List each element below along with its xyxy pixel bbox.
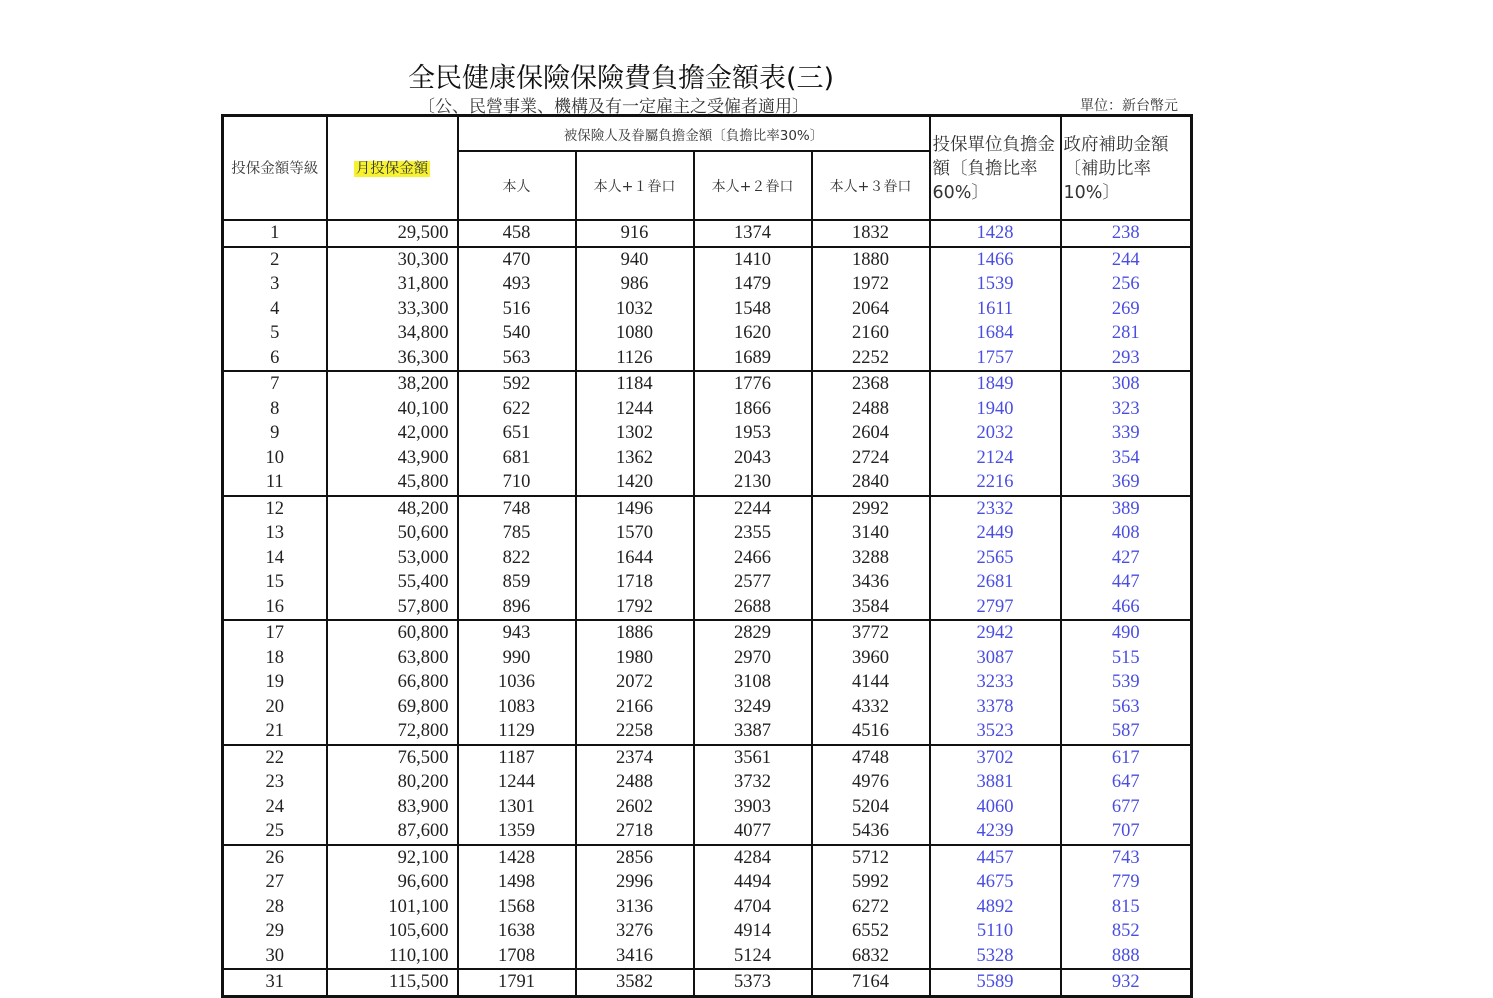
cell-government: 308 bbox=[1061, 371, 1192, 397]
table-row bbox=[223, 695, 1192, 720]
cell-self: 651 bbox=[458, 421, 576, 446]
cell-government: 539 bbox=[1061, 670, 1192, 695]
cell-self-plus-1: 1980 bbox=[576, 646, 694, 671]
cell-self-plus-1: 2602 bbox=[576, 795, 694, 820]
cell-self-plus-2: 1548 bbox=[694, 297, 812, 322]
cell-monthly-amount: 92,100 bbox=[327, 845, 458, 871]
table-row bbox=[223, 496, 1192, 522]
cell-self-plus-1: 1184 bbox=[576, 371, 694, 397]
cell-self: 516 bbox=[458, 297, 576, 322]
table-row bbox=[223, 969, 1192, 996]
cell-government: 427 bbox=[1061, 546, 1192, 571]
cell-grade: 8 bbox=[223, 397, 327, 422]
cell-grade: 5 bbox=[223, 321, 327, 346]
cell-self-plus-1: 3582 bbox=[576, 969, 694, 996]
table-row bbox=[223, 346, 1192, 372]
cell-self: 470 bbox=[458, 247, 576, 273]
header-government: 政府補助金額〔補助比率10%〕 bbox=[1061, 116, 1192, 221]
table-row bbox=[223, 719, 1192, 745]
cell-self: 943 bbox=[458, 620, 576, 646]
cell-self-plus-3: 4332 bbox=[812, 695, 930, 720]
cell-grade: 14 bbox=[223, 546, 327, 571]
cell-self: 622 bbox=[458, 397, 576, 422]
cell-employer: 1466 bbox=[930, 247, 1061, 273]
table-row bbox=[223, 321, 1192, 346]
highlighted-header-text: 月投保金額 bbox=[355, 161, 429, 177]
cell-monthly-amount: 38,200 bbox=[327, 371, 458, 397]
header-employer: 投保單位負擔金額〔負擔比率60%〕 bbox=[930, 116, 1061, 221]
cell-government: 256 bbox=[1061, 272, 1192, 297]
cell-grade: 10 bbox=[223, 446, 327, 471]
table-row bbox=[223, 521, 1192, 546]
table-row bbox=[223, 646, 1192, 671]
cell-self-plus-3: 3960 bbox=[812, 646, 930, 671]
cell-government: 369 bbox=[1061, 470, 1192, 496]
cell-self-plus-2: 2244 bbox=[694, 496, 812, 522]
unit-label: 單位：新台幣元 bbox=[1080, 98, 1178, 114]
cell-self-plus-2: 4077 bbox=[694, 819, 812, 845]
cell-grade: 4 bbox=[223, 297, 327, 322]
cell-employer: 4060 bbox=[930, 795, 1061, 820]
cell-grade: 2 bbox=[223, 247, 327, 273]
cell-self-plus-2: 2688 bbox=[694, 595, 812, 621]
cell-self-plus-1: 2258 bbox=[576, 719, 694, 745]
cell-government: 852 bbox=[1061, 919, 1192, 944]
header-monthly-amount bbox=[327, 116, 458, 221]
cell-employer: 3702 bbox=[930, 745, 1061, 771]
cell-government: 389 bbox=[1061, 496, 1192, 522]
cell-self-plus-1: 1032 bbox=[576, 297, 694, 322]
cell-employer: 2032 bbox=[930, 421, 1061, 446]
cell-monthly-amount: 30,300 bbox=[327, 247, 458, 273]
cell-self-plus-3: 2252 bbox=[812, 346, 930, 372]
cell-self-plus-1: 1126 bbox=[576, 346, 694, 372]
cell-self: 540 bbox=[458, 321, 576, 346]
table-row bbox=[223, 470, 1192, 496]
table-row bbox=[223, 446, 1192, 471]
cell-government: 515 bbox=[1061, 646, 1192, 671]
cell-government: 490 bbox=[1061, 620, 1192, 646]
cell-self-plus-1: 2166 bbox=[576, 695, 694, 720]
cell-government: 932 bbox=[1061, 969, 1192, 996]
cell-self-plus-3: 5992 bbox=[812, 870, 930, 895]
cell-government: 293 bbox=[1061, 346, 1192, 372]
cell-self-plus-3: 3584 bbox=[812, 595, 930, 621]
cell-employer: 4892 bbox=[930, 895, 1061, 920]
cell-self-plus-1: 1570 bbox=[576, 521, 694, 546]
cell-self-plus-1: 2072 bbox=[576, 670, 694, 695]
cell-employer: 2681 bbox=[930, 570, 1061, 595]
cell-employer: 3881 bbox=[930, 770, 1061, 795]
cell-self: 748 bbox=[458, 496, 576, 522]
cell-self-plus-2: 1620 bbox=[694, 321, 812, 346]
header-self: 本人 bbox=[458, 151, 576, 220]
cell-grade: 30 bbox=[223, 944, 327, 970]
cell-monthly-amount: 33,300 bbox=[327, 297, 458, 322]
cell-monthly-amount: 53,000 bbox=[327, 546, 458, 571]
cell-grade: 13 bbox=[223, 521, 327, 546]
cell-self: 592 bbox=[458, 371, 576, 397]
cell-self-plus-1: 1886 bbox=[576, 620, 694, 646]
table-row bbox=[223, 770, 1192, 795]
cell-self-plus-2: 5124 bbox=[694, 944, 812, 970]
cell-self-plus-3: 4748 bbox=[812, 745, 930, 771]
premium-table bbox=[221, 114, 1193, 998]
cell-self: 1428 bbox=[458, 845, 576, 871]
cell-self: 1498 bbox=[458, 870, 576, 895]
document-subtitle: 〔公、民營事業、機構及有一定雇主之受僱者適用〕 bbox=[418, 97, 809, 117]
cell-government: 743 bbox=[1061, 845, 1192, 871]
cell-government: 339 bbox=[1061, 421, 1192, 446]
cell-monthly-amount: 60,800 bbox=[327, 620, 458, 646]
cell-self-plus-3: 6552 bbox=[812, 919, 930, 944]
cell-self: 1187 bbox=[458, 745, 576, 771]
cell-self-plus-2: 5373 bbox=[694, 969, 812, 996]
table-row bbox=[223, 247, 1192, 273]
cell-employer: 3378 bbox=[930, 695, 1061, 720]
cell-self-plus-1: 916 bbox=[576, 220, 694, 247]
cell-employer: 1428 bbox=[930, 220, 1061, 247]
cell-employer: 3523 bbox=[930, 719, 1061, 745]
cell-self: 1083 bbox=[458, 695, 576, 720]
cell-monthly-amount: 31,800 bbox=[327, 272, 458, 297]
cell-self-plus-2: 1374 bbox=[694, 220, 812, 247]
cell-monthly-amount: 63,800 bbox=[327, 646, 458, 671]
cell-self-plus-1: 1080 bbox=[576, 321, 694, 346]
cell-self-plus-3: 6832 bbox=[812, 944, 930, 970]
cell-monthly-amount: 55,400 bbox=[327, 570, 458, 595]
cell-grade: 21 bbox=[223, 719, 327, 745]
cell-employer: 2216 bbox=[930, 470, 1061, 496]
cell-self-plus-2: 1776 bbox=[694, 371, 812, 397]
cell-self-plus-2: 3903 bbox=[694, 795, 812, 820]
cell-employer: 5328 bbox=[930, 944, 1061, 970]
cell-monthly-amount: 115,500 bbox=[327, 969, 458, 996]
cell-employer: 5589 bbox=[930, 969, 1061, 996]
cell-self: 1708 bbox=[458, 944, 576, 970]
cell-grade: 28 bbox=[223, 895, 327, 920]
table-row bbox=[223, 895, 1192, 920]
cell-grade: 1 bbox=[223, 220, 327, 247]
cell-government: 323 bbox=[1061, 397, 1192, 422]
cell-self-plus-3: 6272 bbox=[812, 895, 930, 920]
cell-self-plus-1: 1496 bbox=[576, 496, 694, 522]
table-row bbox=[223, 670, 1192, 695]
cell-self: 493 bbox=[458, 272, 576, 297]
table-row bbox=[223, 870, 1192, 895]
cell-employer: 4675 bbox=[930, 870, 1061, 895]
cell-self-plus-2: 3387 bbox=[694, 719, 812, 745]
cell-self-plus-2: 2043 bbox=[694, 446, 812, 471]
cell-monthly-amount: 72,800 bbox=[327, 719, 458, 745]
cell-monthly-amount: 87,600 bbox=[327, 819, 458, 845]
cell-self-plus-1: 2856 bbox=[576, 845, 694, 871]
cell-government: 647 bbox=[1061, 770, 1192, 795]
cell-monthly-amount: 48,200 bbox=[327, 496, 458, 522]
cell-self-plus-2: 2466 bbox=[694, 546, 812, 571]
cell-self: 1129 bbox=[458, 719, 576, 745]
cell-self-plus-3: 5436 bbox=[812, 819, 930, 845]
cell-employer: 2332 bbox=[930, 496, 1061, 522]
cell-self-plus-1: 2488 bbox=[576, 770, 694, 795]
cell-self-plus-1: 1792 bbox=[576, 595, 694, 621]
cell-self-plus-1: 1362 bbox=[576, 446, 694, 471]
cell-government: 408 bbox=[1061, 521, 1192, 546]
cell-government: 707 bbox=[1061, 819, 1192, 845]
cell-self: 1638 bbox=[458, 919, 576, 944]
cell-self: 1568 bbox=[458, 895, 576, 920]
cell-government: 677 bbox=[1061, 795, 1192, 820]
cell-grade: 20 bbox=[223, 695, 327, 720]
cell-self-plus-1: 1244 bbox=[576, 397, 694, 422]
cell-grade: 24 bbox=[223, 795, 327, 820]
cell-self-plus-2: 3108 bbox=[694, 670, 812, 695]
cell-self: 1301 bbox=[458, 795, 576, 820]
cell-self-plus-3: 4516 bbox=[812, 719, 930, 745]
table-row bbox=[223, 297, 1192, 322]
cell-self-plus-3: 3140 bbox=[812, 521, 930, 546]
cell-grade: 22 bbox=[223, 745, 327, 771]
cell-self-plus-1: 2718 bbox=[576, 819, 694, 845]
cell-employer: 1684 bbox=[930, 321, 1061, 346]
cell-self-plus-3: 7164 bbox=[812, 969, 930, 996]
cell-grade: 17 bbox=[223, 620, 327, 646]
cell-grade: 11 bbox=[223, 470, 327, 496]
cell-self-plus-2: 4284 bbox=[694, 845, 812, 871]
cell-grade: 29 bbox=[223, 919, 327, 944]
cell-self-plus-2: 1410 bbox=[694, 247, 812, 273]
cell-employer: 1849 bbox=[930, 371, 1061, 397]
cell-self-plus-1: 2374 bbox=[576, 745, 694, 771]
cell-employer: 2124 bbox=[930, 446, 1061, 471]
cell-grade: 18 bbox=[223, 646, 327, 671]
cell-self-plus-1: 1420 bbox=[576, 470, 694, 496]
table-row bbox=[223, 397, 1192, 422]
cell-self: 990 bbox=[458, 646, 576, 671]
cell-self: 1791 bbox=[458, 969, 576, 996]
cell-self: 1244 bbox=[458, 770, 576, 795]
cell-monthly-amount: 50,600 bbox=[327, 521, 458, 546]
cell-monthly-amount: 42,000 bbox=[327, 421, 458, 446]
cell-self-plus-2: 4914 bbox=[694, 919, 812, 944]
cell-self-plus-2: 2577 bbox=[694, 570, 812, 595]
cell-monthly-amount: 105,600 bbox=[327, 919, 458, 944]
cell-monthly-amount: 45,800 bbox=[327, 470, 458, 496]
cell-grade: 23 bbox=[223, 770, 327, 795]
cell-self-plus-1: 1644 bbox=[576, 546, 694, 571]
cell-self: 785 bbox=[458, 521, 576, 546]
cell-self: 1359 bbox=[458, 819, 576, 845]
cell-employer: 1940 bbox=[930, 397, 1061, 422]
cell-self-plus-2: 2355 bbox=[694, 521, 812, 546]
cell-grade: 16 bbox=[223, 595, 327, 621]
cell-self-plus-3: 3772 bbox=[812, 620, 930, 646]
table-row bbox=[223, 944, 1192, 970]
cell-grade: 9 bbox=[223, 421, 327, 446]
cell-employer: 3087 bbox=[930, 646, 1061, 671]
cell-self-plus-3: 2992 bbox=[812, 496, 930, 522]
cell-employer: 2942 bbox=[930, 620, 1061, 646]
cell-self-plus-1: 986 bbox=[576, 272, 694, 297]
cell-self-plus-3: 4144 bbox=[812, 670, 930, 695]
cell-self: 1036 bbox=[458, 670, 576, 695]
cell-self-plus-1: 940 bbox=[576, 247, 694, 273]
cell-monthly-amount: 96,600 bbox=[327, 870, 458, 895]
cell-grade: 15 bbox=[223, 570, 327, 595]
header-self-plus-1: 本人+１眷口 bbox=[576, 151, 694, 220]
cell-monthly-amount: 66,800 bbox=[327, 670, 458, 695]
cell-self: 458 bbox=[458, 220, 576, 247]
cell-self: 822 bbox=[458, 546, 576, 571]
cell-self-plus-3: 2064 bbox=[812, 297, 930, 322]
cell-self-plus-2: 3732 bbox=[694, 770, 812, 795]
cell-government: 466 bbox=[1061, 595, 1192, 621]
cell-government: 281 bbox=[1061, 321, 1192, 346]
table-row bbox=[223, 845, 1192, 871]
cell-employer: 2797 bbox=[930, 595, 1061, 621]
header-grade: 投保金額等級 bbox=[223, 116, 327, 221]
table-row bbox=[223, 819, 1192, 845]
cell-self: 859 bbox=[458, 570, 576, 595]
cell-self-plus-2: 2130 bbox=[694, 470, 812, 496]
cell-monthly-amount: 101,100 bbox=[327, 895, 458, 920]
cell-government: 888 bbox=[1061, 944, 1192, 970]
cell-employer: 5110 bbox=[930, 919, 1061, 944]
cell-self-plus-1: 3276 bbox=[576, 919, 694, 944]
cell-self-plus-2: 2970 bbox=[694, 646, 812, 671]
cell-employer: 4239 bbox=[930, 819, 1061, 845]
cell-monthly-amount: 83,900 bbox=[327, 795, 458, 820]
cell-self-plus-3: 1880 bbox=[812, 247, 930, 273]
cell-grade: 25 bbox=[223, 819, 327, 845]
cell-government: 617 bbox=[1061, 745, 1192, 771]
cell-self-plus-2: 4704 bbox=[694, 895, 812, 920]
cell-government: 238 bbox=[1061, 220, 1192, 247]
header-self-plus-2: 本人+２眷口 bbox=[694, 151, 812, 220]
table-row bbox=[223, 570, 1192, 595]
cell-monthly-amount: 69,800 bbox=[327, 695, 458, 720]
cell-government: 447 bbox=[1061, 570, 1192, 595]
cell-self-plus-3: 5204 bbox=[812, 795, 930, 820]
cell-grade: 19 bbox=[223, 670, 327, 695]
cell-self-plus-2: 4494 bbox=[694, 870, 812, 895]
cell-employer: 2565 bbox=[930, 546, 1061, 571]
table-row bbox=[223, 546, 1192, 571]
cell-grade: 6 bbox=[223, 346, 327, 372]
cell-self-plus-3: 1972 bbox=[812, 272, 930, 297]
cell-employer: 1611 bbox=[930, 297, 1061, 322]
cell-self-plus-1: 1302 bbox=[576, 421, 694, 446]
header-self-plus-3: 本人+３眷口 bbox=[812, 151, 930, 220]
cell-monthly-amount: 40,100 bbox=[327, 397, 458, 422]
cell-employer: 1539 bbox=[930, 272, 1061, 297]
cell-self-plus-3: 2488 bbox=[812, 397, 930, 422]
cell-grade: 26 bbox=[223, 845, 327, 871]
cell-monthly-amount: 29,500 bbox=[327, 220, 458, 247]
cell-grade: 27 bbox=[223, 870, 327, 895]
cell-government: 244 bbox=[1061, 247, 1192, 273]
cell-self: 563 bbox=[458, 346, 576, 372]
cell-self: 896 bbox=[458, 595, 576, 621]
cell-self-plus-2: 1689 bbox=[694, 346, 812, 372]
cell-employer: 1757 bbox=[930, 346, 1061, 372]
cell-monthly-amount: 110,100 bbox=[327, 944, 458, 970]
cell-self-plus-1: 1718 bbox=[576, 570, 694, 595]
cell-self-plus-1: 2996 bbox=[576, 870, 694, 895]
cell-self-plus-2: 2829 bbox=[694, 620, 812, 646]
cell-self-plus-3: 3288 bbox=[812, 546, 930, 571]
table-row bbox=[223, 421, 1192, 446]
table-row bbox=[223, 620, 1192, 646]
table-body bbox=[223, 220, 1192, 996]
cell-self-plus-1: 3416 bbox=[576, 944, 694, 970]
cell-grade: 3 bbox=[223, 272, 327, 297]
cell-grade: 31 bbox=[223, 969, 327, 996]
cell-monthly-amount: 43,900 bbox=[327, 446, 458, 471]
cell-self-plus-3: 2368 bbox=[812, 371, 930, 397]
cell-self-plus-3: 2840 bbox=[812, 470, 930, 496]
cell-self-plus-3: 5712 bbox=[812, 845, 930, 871]
cell-government: 815 bbox=[1061, 895, 1192, 920]
cell-monthly-amount: 36,300 bbox=[327, 346, 458, 372]
table-row bbox=[223, 371, 1192, 397]
cell-self-plus-3: 2604 bbox=[812, 421, 930, 446]
cell-government: 269 bbox=[1061, 297, 1192, 322]
cell-self-plus-2: 3561 bbox=[694, 745, 812, 771]
cell-self-plus-3: 2724 bbox=[812, 446, 930, 471]
cell-grade: 12 bbox=[223, 496, 327, 522]
cell-self: 710 bbox=[458, 470, 576, 496]
cell-employer: 2449 bbox=[930, 521, 1061, 546]
cell-self-plus-1: 3136 bbox=[576, 895, 694, 920]
cell-self-plus-3: 3436 bbox=[812, 570, 930, 595]
table-row bbox=[223, 272, 1192, 297]
cell-monthly-amount: 57,800 bbox=[327, 595, 458, 621]
cell-self-plus-2: 3249 bbox=[694, 695, 812, 720]
cell-self-plus-3: 4976 bbox=[812, 770, 930, 795]
table-row bbox=[223, 745, 1192, 771]
cell-self-plus-2: 1953 bbox=[694, 421, 812, 446]
cell-self-plus-2: 1866 bbox=[694, 397, 812, 422]
document-title: 全民健康保險保險費負擔金額表(三) bbox=[408, 63, 835, 94]
cell-monthly-amount: 80,200 bbox=[327, 770, 458, 795]
cell-monthly-amount: 34,800 bbox=[327, 321, 458, 346]
table-row bbox=[223, 795, 1192, 820]
table-row bbox=[223, 220, 1192, 247]
cell-government: 779 bbox=[1061, 870, 1192, 895]
cell-employer: 3233 bbox=[930, 670, 1061, 695]
cell-government: 354 bbox=[1061, 446, 1192, 471]
cell-employer: 4457 bbox=[930, 845, 1061, 871]
cell-monthly-amount: 76,500 bbox=[327, 745, 458, 771]
cell-government: 587 bbox=[1061, 719, 1192, 745]
cell-grade: 7 bbox=[223, 371, 327, 397]
cell-self-plus-2: 1479 bbox=[694, 272, 812, 297]
cell-self-plus-3: 1832 bbox=[812, 220, 930, 247]
table-row bbox=[223, 919, 1192, 944]
table-row bbox=[223, 595, 1192, 621]
header-insured-group: 被保險人及眷屬負擔金額〔負擔比率30%〕 bbox=[458, 116, 930, 152]
cell-government: 563 bbox=[1061, 695, 1192, 720]
cell-self-plus-3: 2160 bbox=[812, 321, 930, 346]
cell-self: 681 bbox=[458, 446, 576, 471]
